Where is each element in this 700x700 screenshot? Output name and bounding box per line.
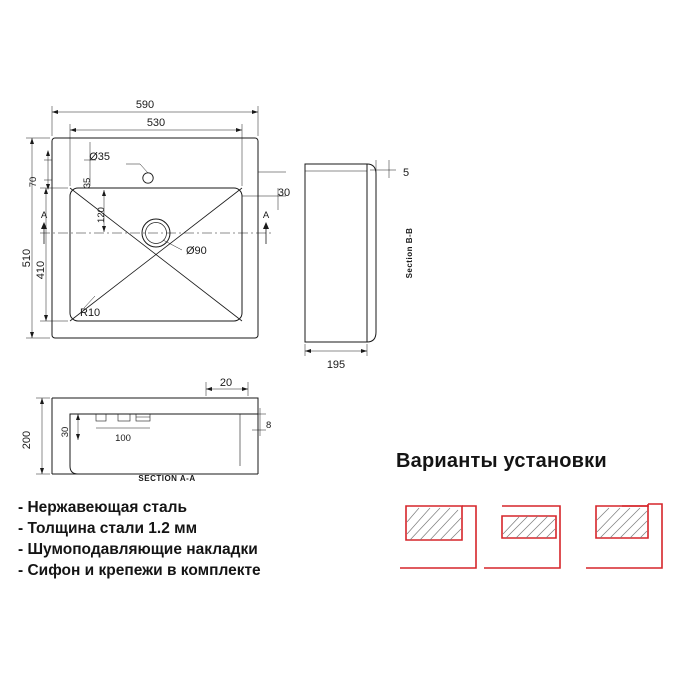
section-mark-right: A <box>262 210 270 221</box>
dim-height-outer: 510 <box>21 248 33 268</box>
dim-offset-top-2: 35 <box>82 177 93 189</box>
section-bb-label: Section B-B <box>405 227 414 279</box>
dim-width-outer: 590 <box>135 99 155 111</box>
feature-list <box>18 497 348 581</box>
dim-flange: 20 <box>219 377 233 389</box>
dim-offset-top-1: 70 <box>28 176 39 188</box>
dim-depth: 195 <box>326 359 346 371</box>
dim-offset-left-1: 120 <box>96 207 107 223</box>
dim-height: 200 <box>21 430 33 450</box>
install-options-title: Варианты установки <box>396 450 607 472</box>
dim-inner-height: 30 <box>60 426 71 438</box>
dim-hole-dia: Ø35 <box>89 151 110 163</box>
install-hatching <box>407 508 647 540</box>
section-aa-outline <box>52 398 258 474</box>
feature-item-0: - Нержавеющая сталь <box>18 499 187 516</box>
dim-edge: 8 <box>266 420 272 431</box>
dim-height-inner: 410 <box>35 260 47 280</box>
feature-item-2: - Шумоподавляющие накладки <box>18 541 258 558</box>
section-aa-label: SECTION A-A <box>138 474 196 483</box>
dim-radius: R10 <box>80 307 101 319</box>
dim-width-inner: 530 <box>146 117 166 129</box>
dim-thickness: 5 <box>403 167 410 179</box>
section-bb-outline <box>305 164 376 342</box>
feature-item-3: - Сифон и крепежи в комплекте <box>18 562 261 579</box>
dim-offset-right: 30 <box>277 187 291 199</box>
dim-drain-dia: Ø90 <box>186 245 207 257</box>
install-diagrams <box>400 504 662 568</box>
dim-base: 100 <box>115 433 131 444</box>
feature-item-1: - Толщина стали 1.2 мм <box>18 520 198 537</box>
section-mark-left: A <box>40 210 48 221</box>
